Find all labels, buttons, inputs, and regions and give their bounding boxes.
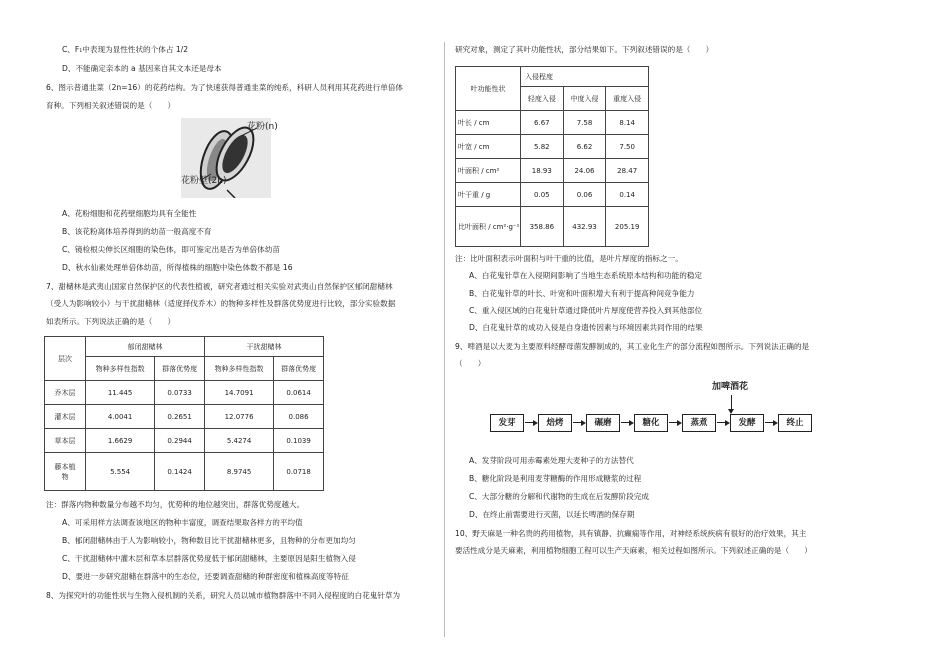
text-line: D、白花鬼针草的成功入侵是自身遗传因素与环境因素共同作用的结果	[469, 323, 703, 332]
leaf-trait-table	[455, 66, 649, 247]
table-row	[45, 429, 324, 453]
table-row	[456, 111, 649, 135]
text-line: 10、野天麻是一种名贵的药用植物，具有镇静、抗癫痫等作用，对神经系统疾病有很好的治疗效果，其主	[455, 529, 807, 538]
anther-figure	[181, 118, 278, 198]
table-cell: 草本层	[45, 429, 86, 453]
column-divider	[444, 42, 445, 637]
table-cell: 叶长 / cm	[456, 111, 521, 135]
table-cell: 0.2944	[155, 429, 205, 453]
text-line: 7、甜槠林是武夷山国家自然保护区的代表性植被，研究者通过相关实验对武夷山自然保护区郁闭甜槠林	[46, 282, 393, 291]
table-row	[45, 381, 324, 405]
flow-step-box: 糖化	[634, 414, 668, 432]
table-cell: 叶面积 / cm²	[456, 159, 521, 183]
table-cell: 0.2651	[155, 405, 205, 429]
table-cell: 24.06	[563, 159, 606, 183]
text-line: A、可采用样方法调查该地区的物种丰富度，调查结果取各样方的平均值	[62, 518, 303, 527]
header-heavy: 重度入侵	[606, 87, 649, 111]
text-line: 要活性成分是天麻素，利用植物细胞工程可以生产天麻素，相关过程如图所示。下列叙述正确的是（ ）	[455, 546, 812, 555]
table-cell: 28.47	[606, 159, 649, 183]
table-cell: 叶干重 / g	[456, 183, 521, 207]
figure-label-pollen: 花粉(n)	[247, 122, 278, 132]
header-light: 轻度入侵	[521, 87, 564, 111]
table-cell: 0.0733	[155, 381, 205, 405]
text-line: 研究对象，测定了其叶功能性状，部分结果如下。下列叙述错误的是（ ）	[455, 45, 714, 54]
text-line: 注：群落内物种数量分布越不均匀，优势种的地位越突出，群落优势度越大。	[46, 500, 305, 509]
text-line: 6、图示普通韭菜（2n=16）的花药结构。为了快速获得普通韭菜的纯系，科研人员利用其花药进行单倍体	[46, 83, 404, 92]
text-line: C、大部分糖的分解和代谢物的生成在后发酵阶段完成	[469, 492, 649, 501]
text-line: C、镜检根尖伸长区细胞的染色体，即可鉴定出是否为单倍体幼苗	[62, 245, 280, 254]
table-cell: 6.67	[521, 111, 564, 135]
header-disturbed-forest: 干扰甜槠林	[204, 337, 323, 357]
hops-label: 加啤酒花	[712, 382, 749, 392]
header-dominance: 群落优势度	[155, 357, 205, 381]
table-cell: 18.93	[521, 159, 564, 183]
text-line: 育种。下列相关叙述错误的是（ ）	[46, 101, 176, 110]
community-table	[44, 336, 324, 491]
table-cell: 8.14	[606, 111, 649, 135]
text-line: D、秋水仙素处理单倍体幼苗，所得植株的细胞中染色体数不都是 16	[62, 263, 293, 272]
text-line: A、花粉细胞和花药壁细胞均具有全能性	[62, 209, 197, 218]
table-row	[456, 159, 649, 183]
table-cell: 14.7091	[204, 381, 273, 405]
text-line: C、重入侵区域的白花鬼针草通过降低叶片厚度使营养投入到其他部位	[469, 306, 703, 315]
text-line: B、郁闭甜槠林由于人为影响较小，物种数目比干扰甜槠林更多，且物种的分布更加均匀	[62, 536, 356, 545]
text-line: 如表所示。下列说法正确的是（ ）	[46, 317, 176, 326]
table-cell: 8.9745	[204, 453, 273, 491]
flow-step-box: 终止	[778, 414, 812, 432]
table-cell: 1.6629	[86, 429, 155, 453]
text-line: A、发芽阶段可用赤霉素处理大麦种子的方法替代	[469, 456, 634, 465]
text-line: （受人为影响较小）与干扰甜槠林（适度择伐乔木）的物种多样性及群落优势度进行比较，部分实验数据	[46, 299, 396, 308]
text-line: B、糖化阶段是利用麦芽糖酶的作用形成糖浆的过程	[469, 474, 642, 483]
table-cell: 0.06	[563, 183, 606, 207]
table-cell: 0.14	[606, 183, 649, 207]
table-cell: 叶宽 / cm	[456, 135, 521, 159]
table-row	[456, 183, 649, 207]
table-cell: 0.1039	[274, 429, 324, 453]
flow-step-box: 碾磨	[586, 414, 620, 432]
table-cell: 灌木层	[45, 405, 86, 429]
table-cell: 4.0041	[86, 405, 155, 429]
table-cell: 6.62	[563, 135, 606, 159]
text-line: D、不能确定亲本的 a 基因来自其文本还是母本	[62, 64, 222, 73]
table-row	[45, 405, 324, 429]
table-cell: 432.93	[563, 207, 606, 247]
table-cell: 5.554	[86, 453, 155, 491]
table-cell: 205.19	[606, 207, 649, 247]
table-cell: 0.05	[521, 183, 564, 207]
community-table-body	[45, 381, 324, 491]
table-cell: 比叶面积 / cm²·g⁻¹	[456, 207, 521, 247]
text-line: B、该花粉离体培养得到的幼苗一般高度不育	[62, 227, 212, 236]
text-line: B、白花鬼针草的叶长、叶宽和叶面积增大有利于提高种间竞争能力	[469, 289, 695, 298]
header-dominance: 群落优势度	[274, 357, 324, 381]
table-cell: 5.82	[521, 135, 564, 159]
table-cell: 0.0614	[274, 381, 324, 405]
table-cell: 358.86	[521, 207, 564, 247]
table-cell: 0.086	[274, 405, 324, 429]
header-invasion-degree: 入侵程度	[521, 67, 649, 87]
table-cell: 11.445	[86, 381, 155, 405]
table-cell: 0.0718	[274, 453, 324, 491]
leaf-trait-table-body	[456, 111, 649, 207]
table-row	[456, 135, 649, 159]
header-closed-forest: 郁闭甜槠林	[86, 337, 205, 357]
text-line: C、干扰甜槠林中灌木层和草本层群落优势度低于郁闭甜槠林，主要原因是阳生植物入侵	[62, 554, 356, 563]
header-diversity: 物种多样性指数	[204, 357, 273, 381]
header-medium: 中度入侵	[563, 87, 606, 111]
table-cell: 藤本植物	[45, 453, 86, 491]
flow-step-box: 蒸煮	[682, 414, 716, 432]
table-cell: 0.1424	[155, 453, 205, 491]
table-cell: 乔木层	[45, 381, 86, 405]
figure-label-pollen-wall: 花粉壁(2n)	[181, 176, 227, 186]
table-cell: 7.50	[606, 135, 649, 159]
flow-step-box: 发酵	[730, 414, 764, 432]
text-line: 8、为探究叶的功能性状与生物入侵机制的关系，研究人员以城市植物群落中不同入侵程度的白花鬼针草为	[46, 591, 401, 600]
text-line: 注：比叶面积表示叶面积与叶干重的比值，是叶片厚度的指标之一。	[455, 254, 683, 263]
text-line: 9、啤酒是以大麦为主要原料经酵母菌发酵制成的，其工业化生产的部分流程如图所示。下列说法正确的是	[455, 342, 810, 351]
header-diversity: 物种多样性指数	[86, 357, 155, 381]
table-cell: 12.0776	[204, 405, 273, 429]
table-row	[45, 453, 324, 491]
text-line: D、要进一步研究甜槠在群落中的生态位，还要调查甜槠的种群密度和植株高度等特征	[62, 572, 349, 581]
text-line: D、在终止前需要进行灭菌，以延长啤酒的保存期	[469, 510, 635, 519]
text-line: （ ）	[455, 359, 486, 368]
beer-flow-diagram	[490, 380, 820, 440]
flow-step-box: 焙烤	[538, 414, 572, 432]
text-line: A、白花鬼针草在入侵期间影响了当地生态系统原本结构和功能的稳定	[469, 271, 703, 280]
table-cell: 7.58	[563, 111, 606, 135]
table-cell: 5.4274	[204, 429, 273, 453]
flow-step-box: 发芽	[490, 414, 524, 432]
text-line: C、F₁中表现为显性性状的个体占 1/2	[62, 45, 189, 54]
header-level: 层次	[45, 337, 86, 381]
header-trait: 叶功能性状	[456, 67, 521, 111]
